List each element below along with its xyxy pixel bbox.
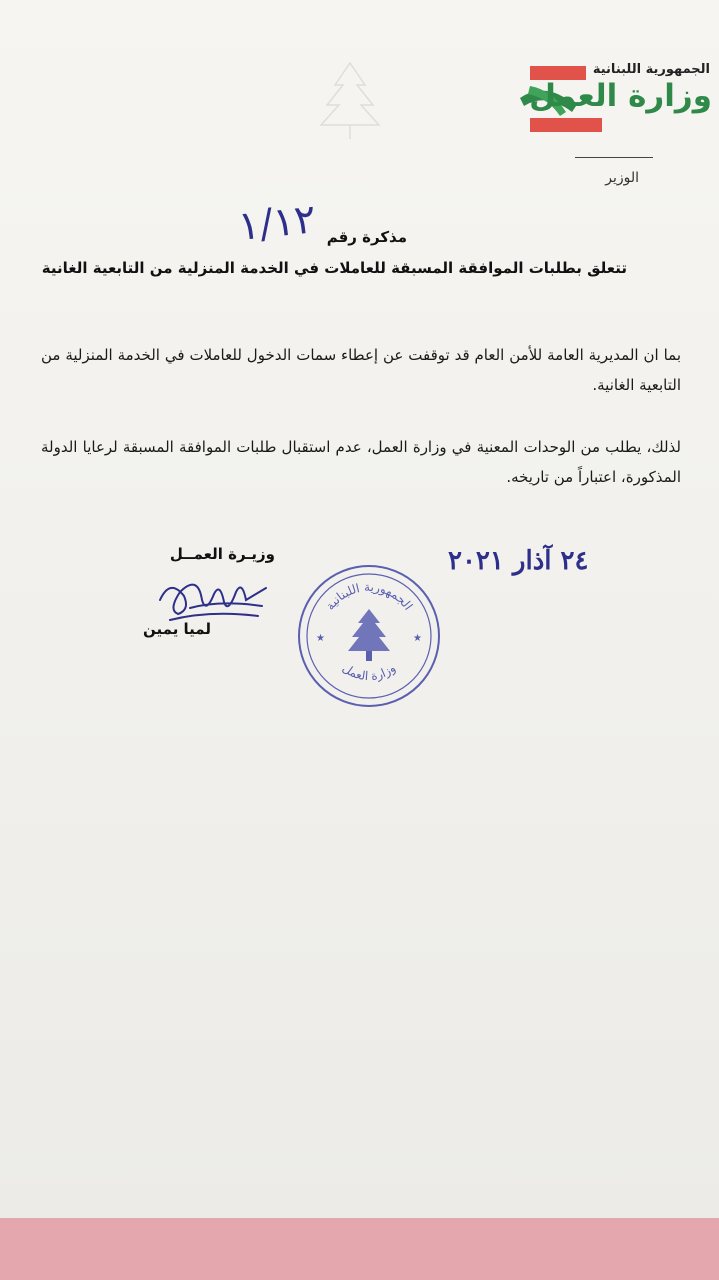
background-surface — [0, 1218, 719, 1280]
ministry-name: وزارة العمل — [529, 78, 712, 114]
svg-text:الجمهورية اللبنانية — [323, 580, 415, 613]
body-paragraph-2: لذلك، يطلب من الوحدات المعنية في وزارة العمل، عدم استقبال طلبات الموافقة المسبقة لرعايا الدولة المذكورة، اعتباراً من تاريخه. — [41, 438, 681, 486]
republic-label: الجمهورية اللبنانية — [592, 62, 710, 77]
official-stamp — [296, 563, 442, 709]
svg-text:وزارة العمل — [340, 661, 399, 683]
stamp-top-text: الجمهورية اللبنانية — [322, 579, 416, 613]
body-paragraph-1: بما ان المديرية العامة للأمن العام قد توقفت عن إعطاء سمات الدخول للعاملات في الخدمة المنزلية من التابعية الغانية. — [41, 346, 681, 394]
handwritten-date: ٢٤ آذار ٢٠٢١ — [448, 546, 589, 576]
cedar-icon — [348, 609, 390, 661]
minister-label: الوزير — [605, 170, 639, 186]
memo-label: مذكرة رقم — [326, 228, 407, 246]
svg-text:★: ★ — [413, 633, 422, 644]
ministry-logo — [516, 60, 714, 138]
signer-name: لميا يمين — [143, 620, 211, 638]
memo-subject: تتعلق بطلبات الموافقة المسبقة للعاملات في الخدمة المنزلية من التابعية الغانية — [41, 259, 627, 277]
svg-text:★: ★ — [316, 633, 325, 644]
signer-title: وزيـرة العمــل — [169, 545, 275, 563]
stamp-bottom-text: وزارة العمل — [339, 660, 399, 684]
memo-number-handwritten: ١/١٢ — [235, 196, 319, 250]
divider — [575, 157, 653, 158]
cedar-watermark-icon — [305, 55, 395, 145]
